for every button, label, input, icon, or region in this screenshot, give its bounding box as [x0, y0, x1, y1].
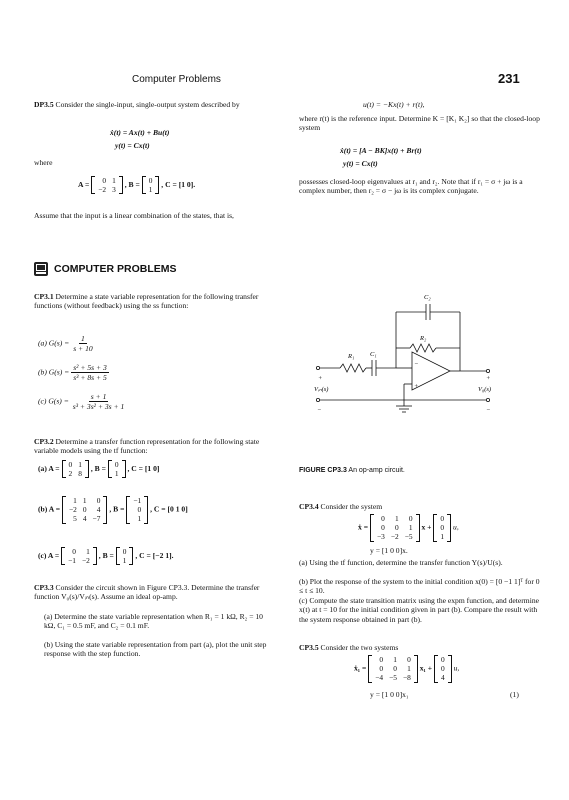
cp31-b — [38, 363, 109, 382]
matrix-cell: 1 — [122, 556, 127, 566]
cp34-state-eq — [358, 514, 459, 542]
dp35-assume: Assume that the input is a linear combination of the states, that is, — [34, 211, 234, 220]
cp32-c — [38, 547, 174, 565]
matrix-cell: 0 — [379, 664, 384, 674]
cp35-B-matrix — [434, 655, 452, 683]
matrix-cell: 0 — [114, 460, 119, 469]
cp32-a-A-matrix — [62, 460, 89, 478]
matrix-cell: 1 — [86, 547, 90, 556]
cp31-b-fraction — [71, 363, 109, 382]
label-r1: R₁ — [348, 353, 355, 360]
cp34-u: u, — [453, 522, 459, 532]
cp32-b-C: , C = [0 1 0] — [150, 504, 188, 514]
matrix-cell: 0 — [122, 547, 127, 556]
matrix-cell: −5 — [404, 532, 413, 542]
matrix-cell: −1 — [68, 556, 76, 566]
figure-caption-label: FIGURE CP3.3 — [299, 467, 347, 474]
output-terminal-plus — [486, 369, 489, 372]
label-minus-in: − — [317, 407, 322, 414]
dp35-B-matrix — [142, 176, 160, 194]
cp34-label: CP3.4 — [299, 502, 319, 511]
cp32-c-A-matrix — [61, 547, 97, 565]
cp35-u: u, — [453, 663, 460, 673]
dp35-B-label: , B = — [124, 179, 140, 189]
matrix-cell: 1 — [73, 496, 77, 505]
cp31-b-label: (b) G(s) = — [38, 367, 70, 377]
matrix-cell: −5 — [389, 673, 397, 683]
matrix-cell: 0 — [440, 514, 445, 523]
cp32-label: CP3.2 — [34, 437, 54, 446]
matrix-cell: −3 — [376, 532, 385, 542]
matrix-cell: 4 — [82, 514, 87, 524]
cp35-text — [299, 643, 398, 652]
output-terminal-minus — [486, 398, 489, 401]
matrix-cell: 2 — [68, 469, 73, 479]
cp33-text — [34, 583, 274, 602]
label-r2: R₂ — [420, 335, 427, 342]
matrix-cell: 1 — [78, 460, 82, 469]
input-terminal-minus — [316, 398, 319, 401]
cp35-output-eq: y = [1 0 0]x₁ — [370, 690, 409, 699]
label-c2: C₂ — [424, 294, 431, 301]
cp34-text — [299, 502, 382, 511]
cp34-output-eq: y = [1 0 0]x. — [370, 546, 408, 555]
dp35-where: where — [34, 158, 53, 167]
input-terminal-plus — [316, 366, 319, 369]
matrix-cell: 3 — [112, 185, 116, 195]
cp32-b-A-matrix — [62, 496, 107, 524]
matrix-cell: 1 — [137, 514, 142, 524]
cp31-a-label: (a) G(s) = — [38, 338, 70, 348]
cp34-B-matrix — [433, 514, 451, 542]
cp32-a-B-label: , B = — [90, 463, 106, 473]
label-minus-out: − — [486, 407, 491, 414]
dp35-intro-text: Consider the single-input, single-output system described by — [55, 100, 240, 109]
cp35-label: CP3.5 — [299, 643, 319, 652]
cp32-b-A-label: (b) A = — [38, 504, 61, 514]
matrix-cell: 0 — [393, 664, 397, 674]
cp34-x-plus: x + — [421, 522, 432, 532]
label-plus-out: + — [486, 375, 491, 382]
matrix-cell: 1 — [82, 496, 87, 505]
matrix-cell: 0 — [82, 505, 87, 515]
matrix-cell: −1 — [133, 496, 142, 505]
cp32-a — [38, 460, 159, 478]
matrix-cell: 0 — [381, 523, 385, 533]
cp31-a-fraction — [71, 334, 94, 353]
matrix-cell: 1 — [394, 514, 399, 523]
dp35-intro — [34, 100, 274, 109]
cp31-b-num: s² + 5s + 3 — [73, 363, 107, 372]
cp32-c-C: , C = [−2 1]. — [135, 550, 174, 560]
cp31-a — [38, 334, 95, 353]
matrix-cell: 0 — [102, 176, 107, 185]
cp32-b-B-label: , B = — [109, 504, 125, 514]
figure-caption — [299, 467, 405, 474]
matrix-cell: 1 — [112, 176, 116, 185]
matrix-cell: 0 — [137, 505, 142, 515]
matrix-cell: 0 — [394, 523, 399, 533]
matrix-cell: 5 — [73, 514, 77, 524]
dp35-where-r: where r(t) is the reference input. Determine K = [K₁ K₂] so that the closed-loop system — [299, 114, 540, 133]
matrix-cell: 0 — [148, 176, 153, 185]
matrix-cell: 1 — [407, 664, 411, 674]
matrix-cell: 0 — [379, 655, 384, 664]
matrix-cell: −2 — [81, 556, 90, 566]
cp31-label: CP3.1 — [34, 292, 54, 301]
matrix-cell: 0 — [381, 514, 385, 523]
cp35-A-matrix — [368, 655, 418, 683]
matrix-cell: −7 — [92, 514, 101, 524]
cp32-a-C: , C = [1 0] — [127, 463, 160, 473]
computer-icon — [34, 262, 48, 276]
matrix-cell: −2 — [68, 505, 77, 515]
label-vo: V₀(s) — [478, 386, 492, 393]
cp32-text — [34, 437, 274, 456]
dp35-state-eq: ẋ(t) = Ax(t) + Bu(t) — [110, 128, 170, 137]
cp34-A-matrix — [370, 514, 420, 542]
cp34-part-c: (c) Compute the state transition matrix using the expm function, and determine x(t) at t = 10 for the initial condition given in part (b). Compare the result with the system response obtained in part (b). — [299, 596, 539, 624]
matrix-cell: 0 — [72, 547, 76, 556]
cp32-a-A-label: (a) A = — [38, 463, 60, 473]
dp35-C-label: , C = [1 0]. — [161, 179, 196, 189]
label-opamp-minus: − — [414, 361, 419, 368]
section-title: COMPUTER PROBLEMS — [54, 263, 177, 275]
matrix-cell: −2 — [98, 185, 107, 195]
cp32-c-A-label: (c) A = — [38, 550, 60, 560]
dp35-closed-loop-eq: ẋ(t) = [A − BK]x(t) + Br(t) — [340, 146, 422, 155]
dp35-A-matrix — [91, 176, 123, 194]
matrix-cell: 4 — [440, 673, 445, 683]
matrix-cell: 1 — [114, 469, 119, 479]
cp31-c-fraction — [71, 392, 127, 411]
dp35-output-eq: y(t) = Cx(t) — [115, 141, 150, 150]
running-header: Computer Problems — [132, 74, 221, 85]
matrix-cell: 0 — [407, 655, 411, 664]
matrix-cell: 1 — [408, 523, 413, 533]
cp31-c — [38, 392, 126, 411]
figure-caption-text: An op-amp circuit. — [348, 467, 405, 474]
cp34-body: Consider the system — [320, 502, 383, 511]
label-c1: C₁ — [370, 351, 377, 358]
matrix-cell: 0 — [96, 496, 101, 505]
matrix-cell: 0 — [408, 514, 413, 523]
cp33-part-b: (b) Using the state variable representation from part (a), plot the unit step response with the step function. — [44, 640, 267, 659]
matrix-cell: 0 — [440, 664, 445, 674]
matrix-cell: 1 — [393, 655, 397, 664]
cp31-a-num: 1 — [81, 334, 85, 343]
cp32-c-B-matrix — [116, 547, 134, 565]
matrix-cell: 1 — [148, 185, 153, 195]
dp35-A-label: A = — [78, 179, 90, 189]
cp32-c-B-label: , B = — [98, 550, 114, 560]
matrix-cell: 0 — [68, 460, 73, 469]
cp32-a-B-matrix — [108, 460, 126, 478]
op-amp-circuit-figure — [300, 290, 540, 460]
cp34-xdot: ẋ = — [358, 522, 369, 532]
cp34-part-b: (b) Plot the response of the system to the initial condition x(0) = [0 −1 1]ᵀ for 0 ≤ t ≤ 10. — [299, 577, 540, 596]
cp31-text — [34, 292, 274, 311]
cp31-body: Determine a state variable representation for the following transfer functions (without feedback) using the ss function: — [34, 292, 259, 311]
cp33-part-a: (a) Determine the state variable representation when R₁ = 1 kΩ, R₂ = 10 kΩ, C₁ = 0.5 mF, and C₂ = 0.1 mF. — [44, 612, 263, 631]
matrix-cell: 1 — [440, 532, 445, 542]
cp35-body: Consider the two systems — [320, 643, 399, 652]
cp34-part-a: (a) Using the tf function, determine the transfer function Y(s)/U(s). — [299, 558, 503, 567]
label-vin: Vᵢₙ(s) — [314, 386, 329, 393]
cp31-c-label: (c) G(s) = — [38, 396, 69, 406]
label-plus-in: + — [318, 375, 323, 382]
page-number: 231 — [498, 71, 520, 86]
resistor-r1 — [340, 364, 366, 372]
matrix-cell: 0 — [440, 655, 445, 664]
cp35-x-plus: x₁ + — [419, 663, 433, 673]
matrix-cell: 8 — [78, 469, 82, 479]
cp32-b-B-matrix — [126, 496, 148, 524]
cp35-state-eq — [354, 655, 459, 683]
cp31-c-num: s + 1 — [90, 392, 107, 401]
cp33-label: CP3.3 — [34, 583, 54, 592]
matrix-cell: −4 — [375, 673, 384, 683]
cp31-b-den: s³ + 8s + 5 — [73, 373, 107, 382]
cp33-body: Consider the circuit shown in Figure CP3.3. Determine the transfer function V₀(s)/Vᵢₙ(s). Assume an ideal op-amp. — [34, 583, 260, 602]
matrix-cell: 4 — [96, 505, 101, 515]
dp35-control-law: u(t) = −Kx(t) + r(t), — [363, 100, 425, 109]
matrix-cell: 0 — [440, 523, 445, 533]
cp32-b — [38, 496, 188, 524]
resistor-r2 — [410, 344, 436, 352]
dp35-matrices — [78, 176, 195, 194]
dp35-label: DP3.5 — [34, 100, 54, 109]
label-opamp-plus: + — [414, 383, 419, 390]
cp32-body: Determine a transfer function representation for the following state variable models using the tf function: — [34, 437, 260, 456]
matrix-cell: −8 — [402, 673, 411, 683]
cp31-a-den: s + 10 — [73, 344, 93, 353]
cp35-equation-number: (1) — [510, 690, 519, 699]
cp31-c-den: s³ + 3s² + 3s + 1 — [72, 402, 125, 411]
matrix-cell: −2 — [390, 532, 399, 542]
cp35-xdot: ẋ₁ = — [354, 663, 367, 673]
dp35-possesses: possesses closed-loop eigenvalues at r₁ and r₂. Note that if r₁ = σ + jω is a complex number, then r₂ = σ − jω is its complex conjugate. — [299, 177, 523, 196]
dp35-closed-loop-output: y(t) = Cx(t) — [343, 159, 378, 168]
